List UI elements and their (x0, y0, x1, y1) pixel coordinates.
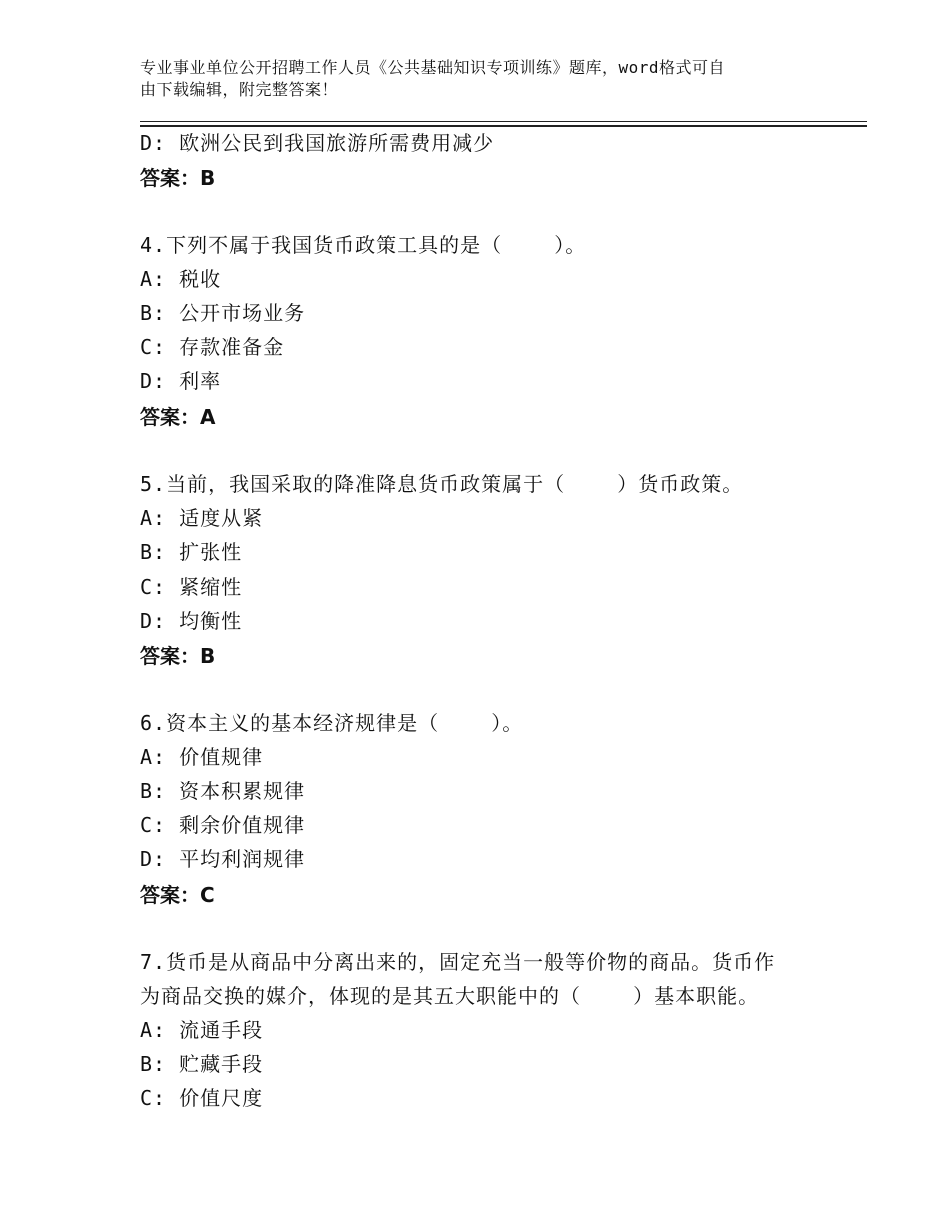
question-4-stem: 4.下列不属于我国货币政策工具的是（ ）。 (140, 233, 587, 257)
question-5-stem: 5.当前，我国采取的降准降息货币政策属于（ ）货币政策。 (140, 472, 744, 496)
question-6-stem: 6.资本主义的基本经济规律是（ ）。 (140, 711, 524, 735)
header-line-1: 专业事业单位公开招聘工作人员《公共基础知识专项训练》题库，word格式可自 (140, 58, 726, 77)
question-6-option-c: C: 剩余价值规律 (140, 813, 306, 837)
question-6-option-d: D: 平均利润规律 (140, 847, 306, 871)
question-7-option-b: B: 贮藏手段 (140, 1052, 264, 1076)
document-header (140, 57, 820, 101)
question-5-option-a: A: 适度从紧 (140, 506, 264, 530)
question-4-answer: 答案：A (140, 405, 216, 429)
question-7-option-a: A: 流通手段 (140, 1018, 264, 1042)
question-3-answer: 答案：B (140, 166, 216, 190)
header-divider-thick (140, 125, 867, 127)
question-5-answer: 答案：B (140, 644, 216, 668)
question-4-option-c: C: 存款准备金 (140, 335, 285, 359)
question-5-option-d: D: 均衡性 (140, 609, 243, 633)
question-7-stem-line-1: 7.货币是从商品中分离出来的，固定充当一般等价物的商品。货币作 (140, 950, 776, 974)
header-divider-thin (140, 121, 867, 122)
question-4-option-a: A: 税收 (140, 267, 222, 291)
question-5-option-b: B: 扩张性 (140, 540, 243, 564)
question-4-option-d: D: 利率 (140, 369, 222, 393)
question-5-option-c: C: 紧缩性 (140, 575, 243, 599)
question-3-option-d: D: 欧洲公民到我国旅游所需费用减少 (140, 131, 495, 155)
question-6-option-a: A: 价值规律 (140, 745, 264, 769)
question-7-option-c: C: 价值尺度 (140, 1086, 264, 1110)
question-7-stem-line-2: 为商品交换的媒介，体现的是其五大职能中的（ ）基本职能。 (140, 984, 760, 1008)
question-6-option-b: B: 资本积累规律 (140, 779, 306, 803)
question-6-answer: 答案：C (140, 883, 215, 907)
question-4-option-b: B: 公开市场业务 (140, 301, 306, 325)
header-line-2: 由下载编辑，附完整答案！ (140, 80, 339, 99)
